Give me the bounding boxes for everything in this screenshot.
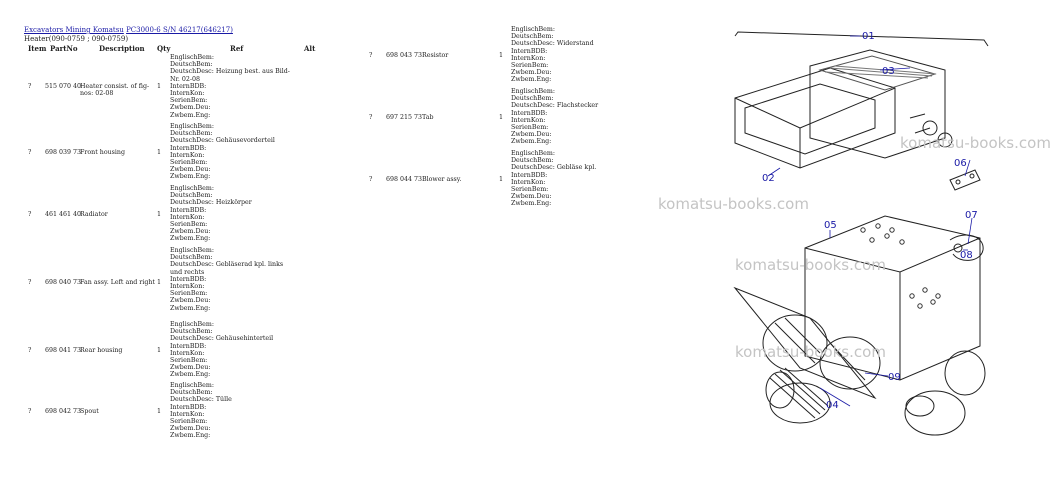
ref-line-zwbem-deu <box>511 131 621 138</box>
qty-cell: 1 <box>499 52 504 59</box>
ref-line-serien <box>511 124 621 131</box>
ref-line-zwbem-deu <box>170 297 295 304</box>
partno-cell: 697 215 73 <box>386 114 423 121</box>
ref-label: DeutschBem: <box>170 254 213 262</box>
ref-line-deutsch <box>170 328 295 335</box>
partno-cell: 515 070 40 <box>45 83 82 90</box>
ref-line-zwbem-eng <box>170 305 295 312</box>
ref-line-serien <box>170 418 295 425</box>
qty-cell: 1 <box>499 176 504 183</box>
description-cell: Rear housing <box>80 347 123 354</box>
ref-label: InternKon: <box>170 213 205 221</box>
ref-label: Zwbem.Deu: <box>170 104 211 112</box>
ref-line-intern-bdb <box>511 48 621 55</box>
ref-label: Zwbem.Deu: <box>170 166 211 174</box>
ref-label: DeutschDesc: <box>170 261 214 269</box>
ref-value: Gebläse kpl. <box>556 164 597 172</box>
ref-label: InternBDB: <box>511 171 548 179</box>
ref-line-intern-kon <box>170 214 295 221</box>
ref-value: Gebläserad kpl. links und rechts <box>170 261 284 276</box>
breadcrumb-link-category[interactable]: Excavators Mining Komatsu <box>24 26 124 34</box>
ref-line-intern-kon <box>511 117 621 124</box>
ref-line-intern-kon <box>511 55 621 62</box>
ref-label: DeutschBem: <box>511 157 554 165</box>
ref-label: Zwbem.Eng: <box>511 138 552 146</box>
ref-label: SerienBem: <box>170 221 208 229</box>
ref-label: InternBDB: <box>170 275 207 283</box>
item-cell: ? <box>28 149 32 156</box>
ref-label: SerienBem: <box>170 97 208 105</box>
callout-01: 01 <box>862 31 875 42</box>
ref-line-deutsch-desc <box>170 396 295 403</box>
ref-label: DeutschBem: <box>170 61 213 69</box>
ref-label: Zwbem.Eng: <box>170 432 211 440</box>
ref-label: InternKon: <box>170 349 205 357</box>
partno-cell: 698 042 73 <box>45 408 82 415</box>
description-cell: Heater consist. of fig-nos: 02-08 <box>80 83 150 98</box>
ref-line-deutsch-desc <box>511 102 621 109</box>
ref-line-englisch <box>170 382 295 389</box>
ref-label: SerienBem: <box>170 290 208 298</box>
ref-line-deutsch <box>511 33 621 40</box>
ref-line-deutsch-desc <box>511 40 621 47</box>
qty-cell: 1 <box>157 149 162 156</box>
watermark: komatsu-books.com <box>658 195 809 213</box>
ref-line-zwbem-eng <box>170 432 295 439</box>
exploded-parts-diagram <box>640 18 1051 483</box>
ref-label: Zwbem.Deu: <box>170 364 211 372</box>
ref-line-zwbem-deu <box>511 69 621 76</box>
callout-09: 09 <box>888 372 901 383</box>
item-cell: ? <box>28 408 32 415</box>
ref-label: InternBDB: <box>170 82 207 90</box>
ref-label: EnglischBem: <box>170 185 214 192</box>
qty-cell: 1 <box>157 408 162 415</box>
diagram-drawing <box>640 18 1024 483</box>
ref-label: DeutschBem: <box>170 389 213 397</box>
column-header-ref: Ref <box>230 44 244 53</box>
ref-line-englisch <box>511 150 621 157</box>
ref-label: InternBDB: <box>511 109 548 117</box>
callout-04: 04 <box>826 400 839 411</box>
ref-line-deutsch-desc <box>170 261 295 275</box>
breadcrumb-link-model[interactable]: PC3000-6 S/N 46217(646217) <box>126 26 233 34</box>
ref-label: SerienBem: <box>170 159 208 167</box>
ref-line-zwbem-eng <box>511 76 621 83</box>
callout-06: 06 <box>954 158 967 169</box>
item-cell: ? <box>369 52 373 59</box>
ref-line-serien <box>511 62 621 69</box>
ref-label: InternBDB: <box>170 342 207 350</box>
ref-label: Zwbem.Deu: <box>170 297 211 305</box>
partno-cell: 698 039 73 <box>45 149 82 156</box>
ref-label: EnglischBem: <box>170 247 214 254</box>
watermark: komatsu-books.com <box>735 343 886 361</box>
ref-label: DeutschDesc: <box>511 40 555 48</box>
ref-label: EnglischBem: <box>170 54 214 61</box>
qty-cell: 1 <box>157 279 162 286</box>
ref-line-serien <box>511 186 621 193</box>
ref-label: DeutschBem: <box>170 328 213 336</box>
ref-label: Zwbem.Deu: <box>511 69 552 77</box>
ref-line-zwbem-eng <box>170 371 295 378</box>
ref-line-zwbem-eng <box>511 200 621 207</box>
callout-07: 07 <box>965 210 978 221</box>
ref-line-deutsch <box>170 389 295 396</box>
ref-line-intern-bdb <box>170 276 295 283</box>
column-header-qty: Qty <box>157 44 171 53</box>
item-cell: ? <box>28 279 32 286</box>
ref-label: InternKon: <box>170 283 205 291</box>
ref-cell <box>511 88 621 146</box>
ref-label: Zwbem.Eng: <box>170 304 211 312</box>
callout-03: 03 <box>882 66 895 77</box>
ref-label: Zwbem.Eng: <box>170 173 211 181</box>
ref-line-intern-bdb <box>511 110 621 117</box>
item-cell: ? <box>28 83 32 90</box>
partno-cell: 698 043 73 <box>386 52 423 59</box>
ref-cell <box>511 150 621 208</box>
watermark: komatsu-books.com <box>735 256 886 274</box>
ref-label: Zwbem.Eng: <box>170 111 211 119</box>
description-cell: Spout <box>80 408 99 415</box>
ref-label: DeutschDesc: <box>511 164 555 172</box>
column-header-alt: Alt <box>304 44 316 53</box>
ref-label: SerienBem: <box>511 62 549 70</box>
column-header-partno: PartNo <box>50 44 78 53</box>
ring-outline <box>945 351 985 395</box>
ref-label: DeutschBem: <box>511 95 554 103</box>
partno-cell: 461 461 40 <box>45 211 82 218</box>
ref-label: Zwbem.Deu: <box>170 228 211 236</box>
partno-cell: 698 040 73 <box>45 279 82 286</box>
description-cell: Resistor <box>422 52 449 59</box>
item-cell: ? <box>369 176 373 183</box>
ref-label: DeutschBem: <box>170 192 213 200</box>
page-subtitle: Heater(090-0759 ; 090-0759) <box>24 35 129 43</box>
ref-label: DeutschDesc: <box>170 335 214 343</box>
ref-label: DeutschBem: <box>170 130 213 138</box>
qty-cell: 1 <box>157 347 162 354</box>
ref-line-englisch <box>511 88 621 95</box>
ref-label: EnglischBem: <box>170 321 214 328</box>
ref-line-deutsch-desc <box>511 164 621 171</box>
ref-value: Flachstecker <box>556 102 599 110</box>
ref-line-intern-bdb <box>170 343 295 350</box>
column-header-description: Description <box>99 44 145 53</box>
ref-label: InternKon: <box>170 410 205 418</box>
item-cell: ? <box>28 211 32 218</box>
ref-line-zwbem-deu <box>170 425 295 432</box>
partno-cell: 698 044 73 <box>386 176 423 183</box>
ref-line-intern-bdb <box>511 172 621 179</box>
ref-cell <box>170 247 295 312</box>
ref-line-serien <box>170 290 295 297</box>
ref-label: EnglischBem: <box>511 150 555 157</box>
ref-line-zwbem-deu <box>170 364 295 371</box>
qty-cell: 1 <box>157 211 162 218</box>
ref-line-intern-kon <box>511 179 621 186</box>
ref-value: Gehäusehinterteil <box>215 335 274 343</box>
ref-label: Zwbem.Eng: <box>170 371 211 379</box>
ref-label: DeutschDesc: <box>170 137 214 145</box>
item-cell: ? <box>28 347 32 354</box>
ref-line-serien <box>170 221 295 228</box>
ref-label: InternBDB: <box>170 403 207 411</box>
ref-line-serien <box>170 357 295 364</box>
ref-line-deutsch <box>511 95 621 102</box>
ref-label: InternKon: <box>511 54 546 62</box>
ref-label: Zwbem.Eng: <box>511 76 552 84</box>
ref-label: EnglischBem: <box>511 26 555 33</box>
ref-line-englisch <box>511 26 621 33</box>
qty-cell: 1 <box>157 83 162 90</box>
ref-label: DeutschDesc: <box>170 396 214 404</box>
ref-line-deutsch <box>170 254 295 261</box>
column-header-item: Item <box>28 44 47 53</box>
ref-value: Heizung best. aus Bild-Nr. 02-08 <box>170 68 290 83</box>
ref-label: EnglischBem: <box>170 123 214 130</box>
ref-label: Zwbem.Eng: <box>170 235 211 243</box>
ref-line-intern-kon <box>170 283 295 290</box>
item-cell: ? <box>369 114 373 121</box>
ref-cell <box>170 382 295 440</box>
ref-label: InternBDB: <box>511 47 548 55</box>
ref-line-intern-bdb <box>170 404 295 411</box>
ref-label: EnglischBem: <box>511 88 555 95</box>
ref-label: EnglischBem: <box>170 382 214 389</box>
ref-value: Tülle <box>215 396 232 404</box>
ref-label: SerienBem: <box>170 357 208 365</box>
ref-line-zwbem-eng <box>511 138 621 145</box>
watermark: komatsu-books.com <box>900 134 1051 152</box>
qty-cell: 1 <box>499 114 504 121</box>
ref-label: InternKon: <box>511 178 546 186</box>
ref-cell <box>511 26 621 84</box>
ref-label: SerienBem: <box>511 124 549 132</box>
ref-value: Widerstand <box>556 40 594 48</box>
ref-value: Heizkörper <box>215 199 252 207</box>
description-cell: Fan assy. Left and right <box>80 279 155 286</box>
ref-label: DeutschDesc: <box>170 199 214 207</box>
ref-label: Zwbem.Eng: <box>511 200 552 208</box>
ref-line-zwbem-deu <box>170 228 295 235</box>
ref-label: InternBDB: <box>170 206 207 214</box>
ref-label: SerienBem: <box>511 186 549 194</box>
ref-line-englisch <box>170 247 295 254</box>
ref-label: InternKon: <box>170 151 205 159</box>
ref-label: DeutschDesc: <box>170 68 214 76</box>
description-cell: Blower assy. <box>422 176 462 183</box>
partno-cell: 698 041 73 <box>45 347 82 354</box>
ref-line-deutsch-desc <box>170 335 295 342</box>
ref-value: Gehäusevorderteil <box>215 137 275 145</box>
front-housing-outline <box>735 68 895 168</box>
ref-line-englisch <box>170 321 295 328</box>
ref-line-zwbem-eng <box>170 235 295 242</box>
tab-outline <box>950 170 980 190</box>
ref-label: DeutschDesc: <box>511 102 555 110</box>
callout-05: 05 <box>824 220 837 231</box>
callout-02: 02 <box>762 173 775 184</box>
ref-line-intern-kon <box>170 411 295 418</box>
ref-label: SerienBem: <box>170 418 208 426</box>
spout-outline <box>905 391 965 435</box>
ref-label: InternKon: <box>170 90 205 98</box>
description-cell: Front housing <box>80 149 125 156</box>
ref-line-deutsch <box>511 157 621 164</box>
ref-label: DeutschBem: <box>511 33 554 41</box>
ref-label: InternBDB: <box>170 144 207 152</box>
ref-line-zwbem-deu <box>511 193 621 200</box>
ref-line-intern-kon <box>170 350 295 357</box>
ref-label: InternKon: <box>511 116 546 124</box>
ref-label: Zwbem.Deu: <box>170 425 211 433</box>
ref-cell <box>170 321 295 379</box>
description-cell: Radiator <box>80 211 108 218</box>
ref-label: Zwbem.Deu: <box>511 131 552 139</box>
callout-08: 08 <box>960 250 973 261</box>
description-cell: Tab <box>422 114 434 121</box>
ref-label: Zwbem.Deu: <box>511 193 552 201</box>
